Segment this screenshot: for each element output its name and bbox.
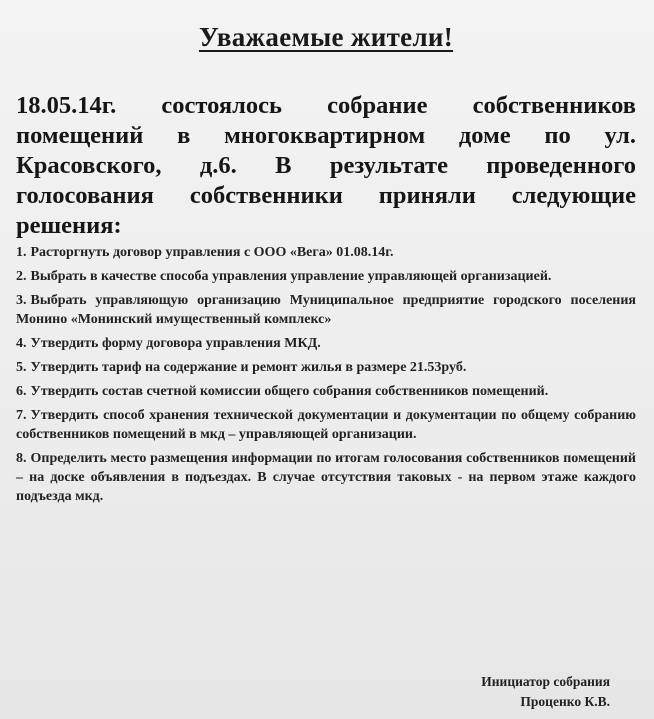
decision-number: 2. [16,269,27,284]
decision-item [16,406,636,444]
signature-role: Инициатор собрания [481,674,610,689]
decision-number: 1. [16,245,27,260]
signature-block [481,672,610,712]
decision-number: 8. [16,451,27,466]
notice-intro: 18.05.14г. состоялось собрание собственников помещений в многоквартирном доме по ул. Красовского, д.6. В результате проведенного голосования собственники приняли следующие решения: [16,92,636,239]
decision-item [16,267,636,286]
decision-text: Утвердить способ хранения технической документации и документации по общему собранию собственников помещений в мкд – управляющей организации. [16,408,636,442]
decision-text: Расторгнуть договор управления с ООО «Вега» 01.08.14г. [30,245,394,260]
decision-item [16,243,636,262]
notice-title [16,22,636,53]
decision-item [16,449,636,506]
decision-item [16,334,636,353]
decision-text: Утвердить состав счетной комиссии общего собрания собственников помещений. [30,384,549,399]
decision-text: Утвердить форму договора управления МКД. [30,336,321,351]
notice-title-text: Уважаемые жители! [198,22,454,52]
decision-item [16,291,636,329]
decision-item [16,382,636,401]
decision-text: Выбрать в качестве способа управления управление управляющей организацией. [30,269,552,284]
decision-text: Определить место размещения информации по итогам голосования собственников помещений – на доске объявления в подъездах. В случае отсутствия таковых - на первом этаже каждого подъезда мкд. [16,451,636,504]
decision-number: 6. [16,384,27,399]
signature-name: Проценко К.В. [520,694,610,709]
decision-list [16,243,636,506]
decision-text: Выбрать управляющую организацию Муниципальное предприятие городского поселения Монино «Монинский имущественный комплекс» [16,293,636,327]
decision-number: 3. [16,293,27,308]
decision-number: 4. [16,336,27,351]
decision-item [16,358,636,377]
decision-number: 5. [16,360,27,375]
decision-text: Утвердить тариф на содержание и ремонт жилья в размере 21.53руб. [30,360,467,375]
decision-number: 7. [16,408,27,423]
